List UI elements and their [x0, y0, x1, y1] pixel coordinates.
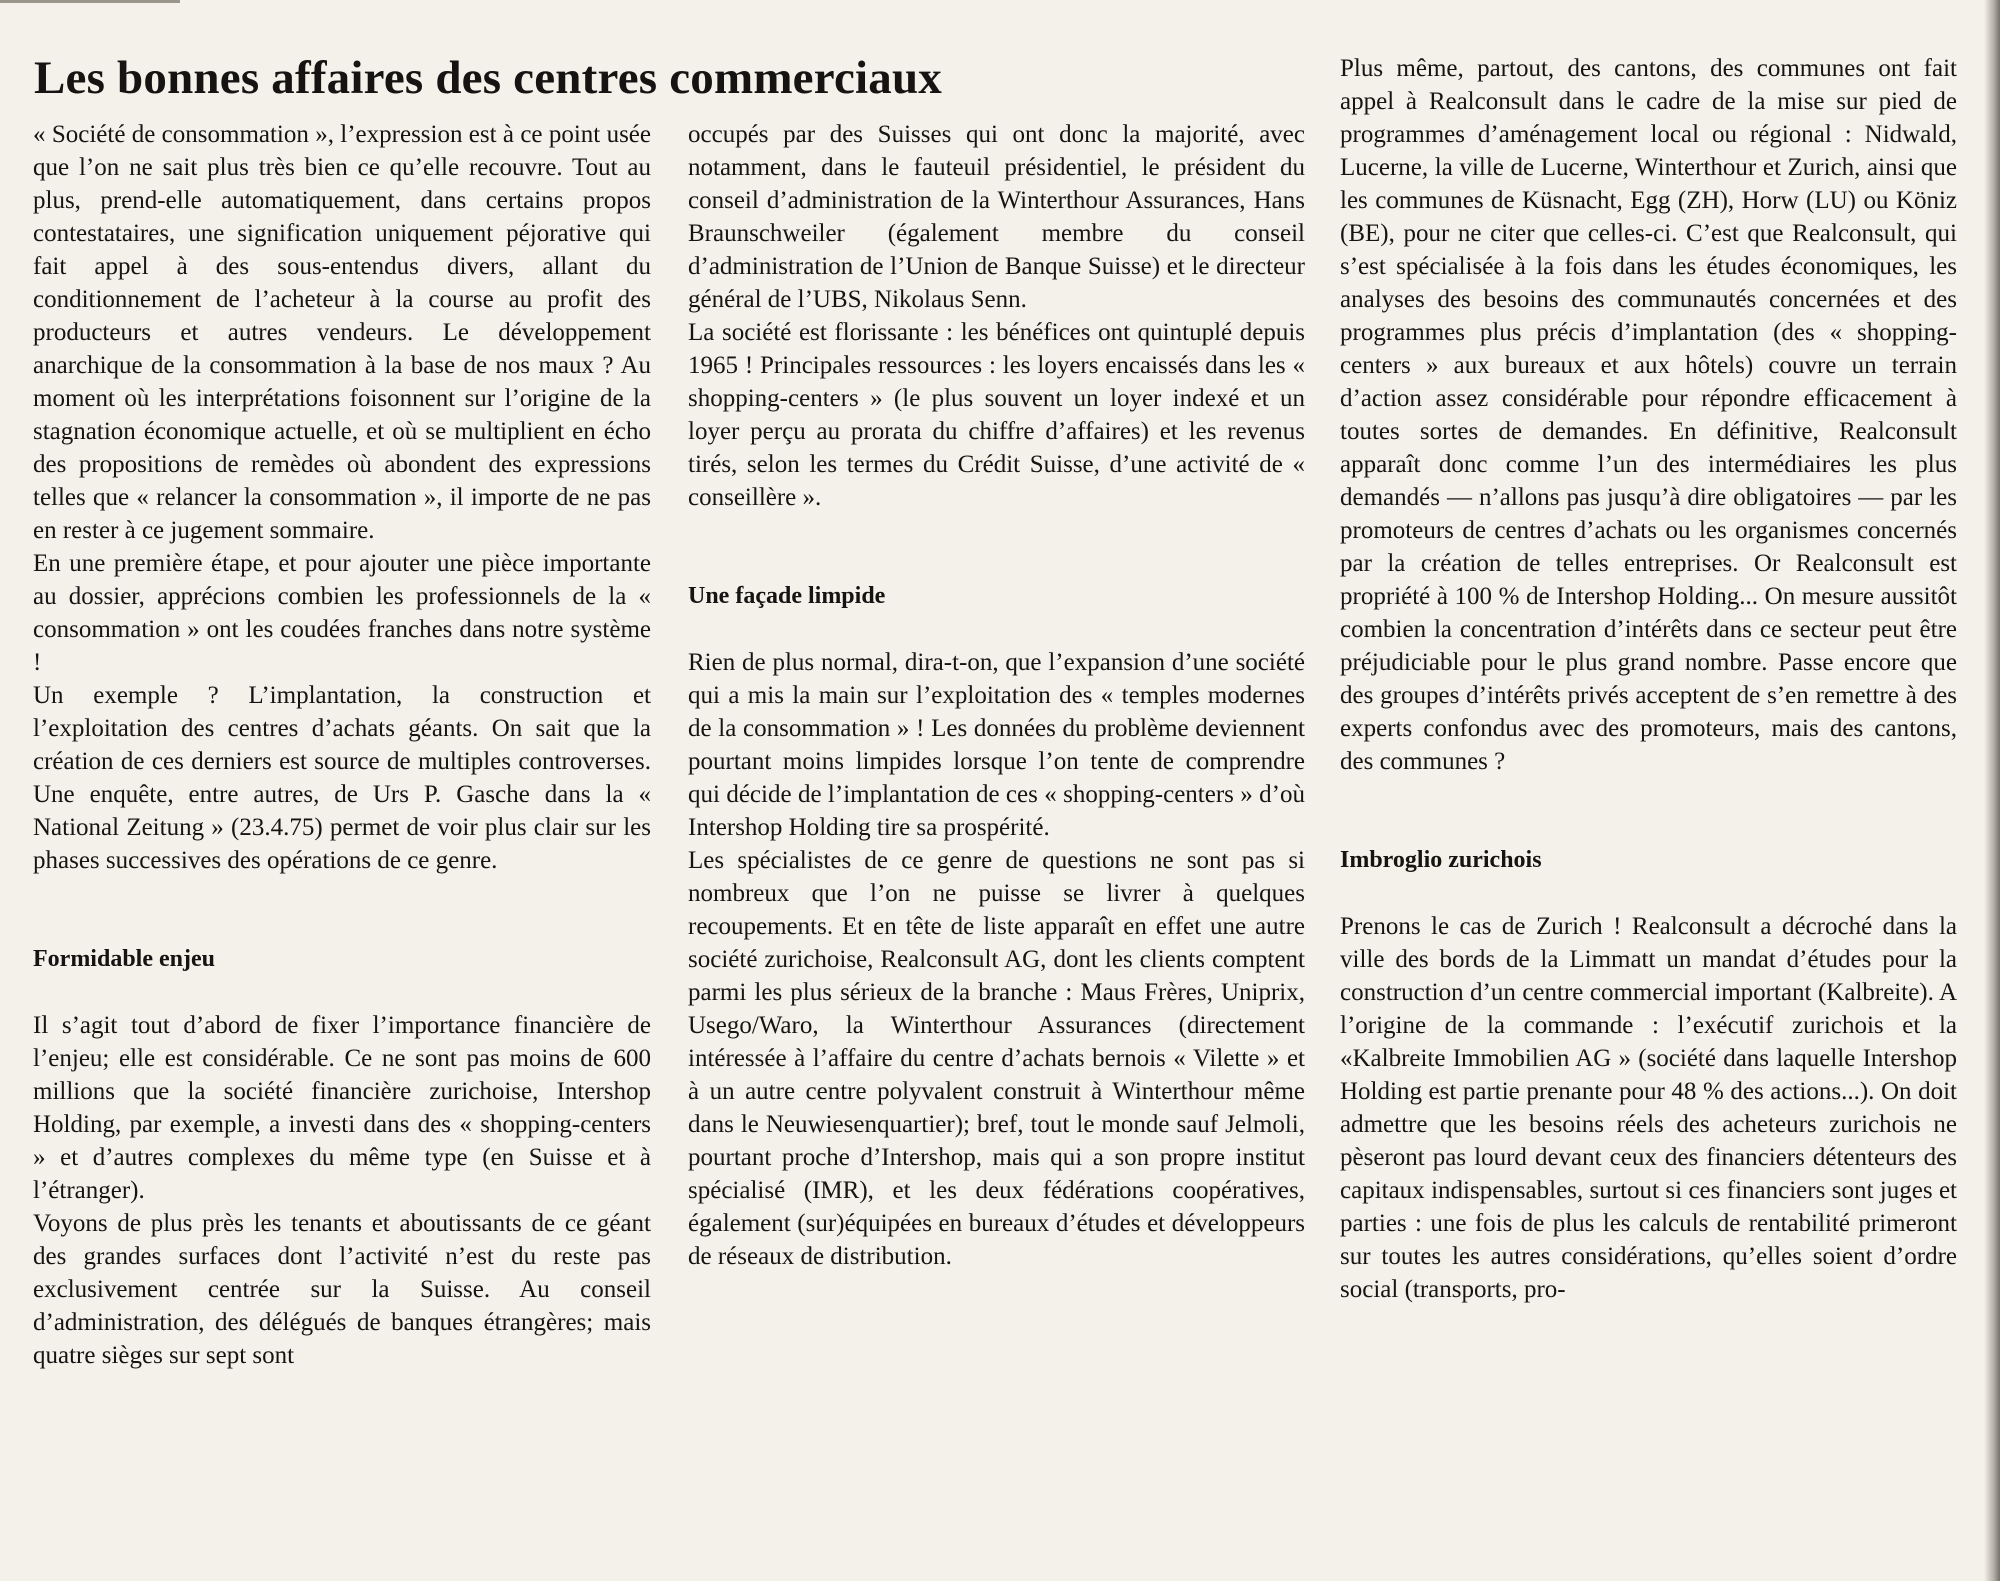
paragraph: Voyons de plus près les tenants et aboutissants de ce géant des grandes surfaces dont l’activité n’est du reste pas exclusivement centrée sur la Suisse. Au conseil d’administration, des délégués de banques étrangères; mais quatre sièges sur sept sont — [33, 1210, 651, 1369]
section-heading: Formidable enjeu — [33, 946, 215, 972]
paragraph: occupés par des Suisses qui ont donc la majorité, avec notamment, dans le fauteuil présidentiel, le président du conseil d’administration de la Winterthour Assurances, Hans Braunschweiler (également membre du conseil d’administration de l’Union de Banque Suisse) et le directeur général de l’UBS, Nikolaus Senn. — [688, 121, 1305, 313]
article-column-3 — [1340, 52, 1957, 1306]
article-column-1 — [33, 118, 651, 1372]
article-headline: Les bonnes affaires des centres commerciaux — [34, 52, 943, 104]
section-heading: Une façade limpide — [688, 583, 886, 609]
paragraph: Un exemple ? L’implantation, la construction et l’exploitation des centres d’achats géants. On sait que la création de ces derniers est source de multiples controverses. Une enquête, entre autres, de Urs P. Gasche dans la « National Zeitung » (23.4.75) permet de voir plus clair sur les phases successives des opérations de ce genre. — [33, 682, 651, 874]
paragraph: « Société de consommation », l’expression est à ce point usée que l’on ne sait plus très bien ce qu’elle recouvre. Tout au plus, prend-elle automatiquement, dans certains propos contestataires, une signification uniquement péjorative qui fait appel à des sous-entendus divers, allant du conditionnement de l’acheteur à la course au profit des producteurs et autres vendeurs. Le développement anarchique de la consommation à la base de nos maux ? Au moment où les interprétations foisonnent sur l’origine de la stagnation économique actuelle, et où se multiplient en écho des propositions de remèdes où abondent des expressions telles que « relancer la consommation », il importe de ne pas en rester à ce jugement sommaire. — [33, 121, 651, 544]
page-edge-shadow — [1984, 0, 2000, 1581]
section-heading: Imbroglio zurichois — [1340, 847, 1542, 873]
paragraph: Les spécialistes de ce genre de questions ne sont pas si nombreux que l’on ne puisse se livrer à quelques recoupements. Et en tête de liste apparaît en effet une autre société zurichoise, Realconsult AG, dont les clients comptent parmi les plus sérieux de la branche : Maus Frères, Uniprix, Usego/Waro, la Winterthour Assurances (directement intéressée à l’affaire du centre d’achats bernois « Vilette » et à un autre centre polyvalent construit à Winterthour même dans le Neuwiesenquartier); bref, tout le monde sauf Jelmoli, pourtant proche d’Intershop, mais qui a son propre institut spécialisé (IMR), et les deux fédérations coopératives, également (sur)équipées en bureaux d’études et développeurs de réseaux de distribution. — [688, 847, 1305, 1270]
paragraph: En une première étape, et pour ajouter une pièce importante au dossier, apprécions combien les professionnels de la « consommation » ont les coudées franches dans notre système ! — [33, 550, 651, 676]
paragraph: Rien de plus normal, dira-t-on, que l’expansion d’une société qui a mis la main sur l’exploitation des « temples modernes de la consommation » ! Les données du problème deviennent pourtant moins limpides lorsque l’on tente de comprendre qui décide de l’implantation de ces « shopping-centers » d’où Intershop Holding tire sa prospérité. — [688, 649, 1305, 841]
page-rule — [0, 0, 180, 3]
paragraph: Il s’agit tout d’abord de fixer l’importance financière de l’enjeu; elle est considérable. Ce ne sont pas moins de 600 millions que la société financière zurichoise, Intershop Holding, par exemple, a investi dans des « shopping-centers » et d’autres complexes du même type (en Suisse et à l’étranger). — [33, 1012, 651, 1204]
article-column-2 — [688, 118, 1305, 1273]
paragraph: La société est florissante : les bénéfices ont quintuplé depuis 1965 ! Principales ressources : les loyers encaissés dans les « shopping-centers » (le plus souvent un loyer indexé et un loyer perçu au prorata du chiffre d’affaires) et les revenus tirés, selon les termes du Crédit Suisse, d’une activité de « conseillère ». — [688, 319, 1305, 511]
paragraph: Prenons le cas de Zurich ! Realconsult a décroché dans la ville des bords de la Limmatt un mandat d’études pour la construction d’un centre commercial important (Kalbreite). A l’origine de la commande : l’exécutif zurichois et la «Kalbreite Immobilien AG » (société dans laquelle Intershop Holding est partie prenante pour 48 % des actions...). On doit admettre que les besoins réels des acheteurs zurichois ne pèseront pas lourd devant ceux des financiers détenteurs des capitaux indispensables, surtout si ces financiers sont juges et parties : une fois de plus les calculs de rentabilité primeront sur toutes les autres considérations, qu’elles soient d’ordre social (transports, pro- — [1340, 913, 1957, 1303]
paragraph: Plus même, partout, des cantons, des communes ont fait appel à Realconsult dans le cadre de la mise sur pied de programmes d’aménagement local ou régional : Nidwald, Lucerne, la ville de Lucerne, Winterthour et Zurich, ainsi que les communes de Küsnacht, Egg (ZH), Horw (LU) ou Köniz (BE), pour ne citer que celles-ci. C’est que Realconsult, qui s’est spécialisée à la fois dans les études économiques, les analyses des besoins des communautés concernées et des programmes plus précis d’implantation (des « shopping-centers » aux bureaux et aux hôtels) couvre un terrain d’action assez considérable pour répondre efficacement à toutes sortes de demandes. En définitive, Realconsult apparaît donc comme l’un des intermédiaires les plus demandés — n’allons pas jusqu’à dire obligatoires — par les promoteurs de centres d’achats ou les organismes concernés par la création de telles entreprises. Or Realconsult est propriété à 100 % de Intershop Holding... On mesure aussitôt combien la concentration d’intérêts dans ce secteur peut être préjudiciable pour le plus grand nombre. Passe encore que des groupes d’intérêts privés acceptent de s’en remettre à des experts confondus avec des promoteurs, mais des cantons, des communes ? — [1340, 55, 1957, 775]
